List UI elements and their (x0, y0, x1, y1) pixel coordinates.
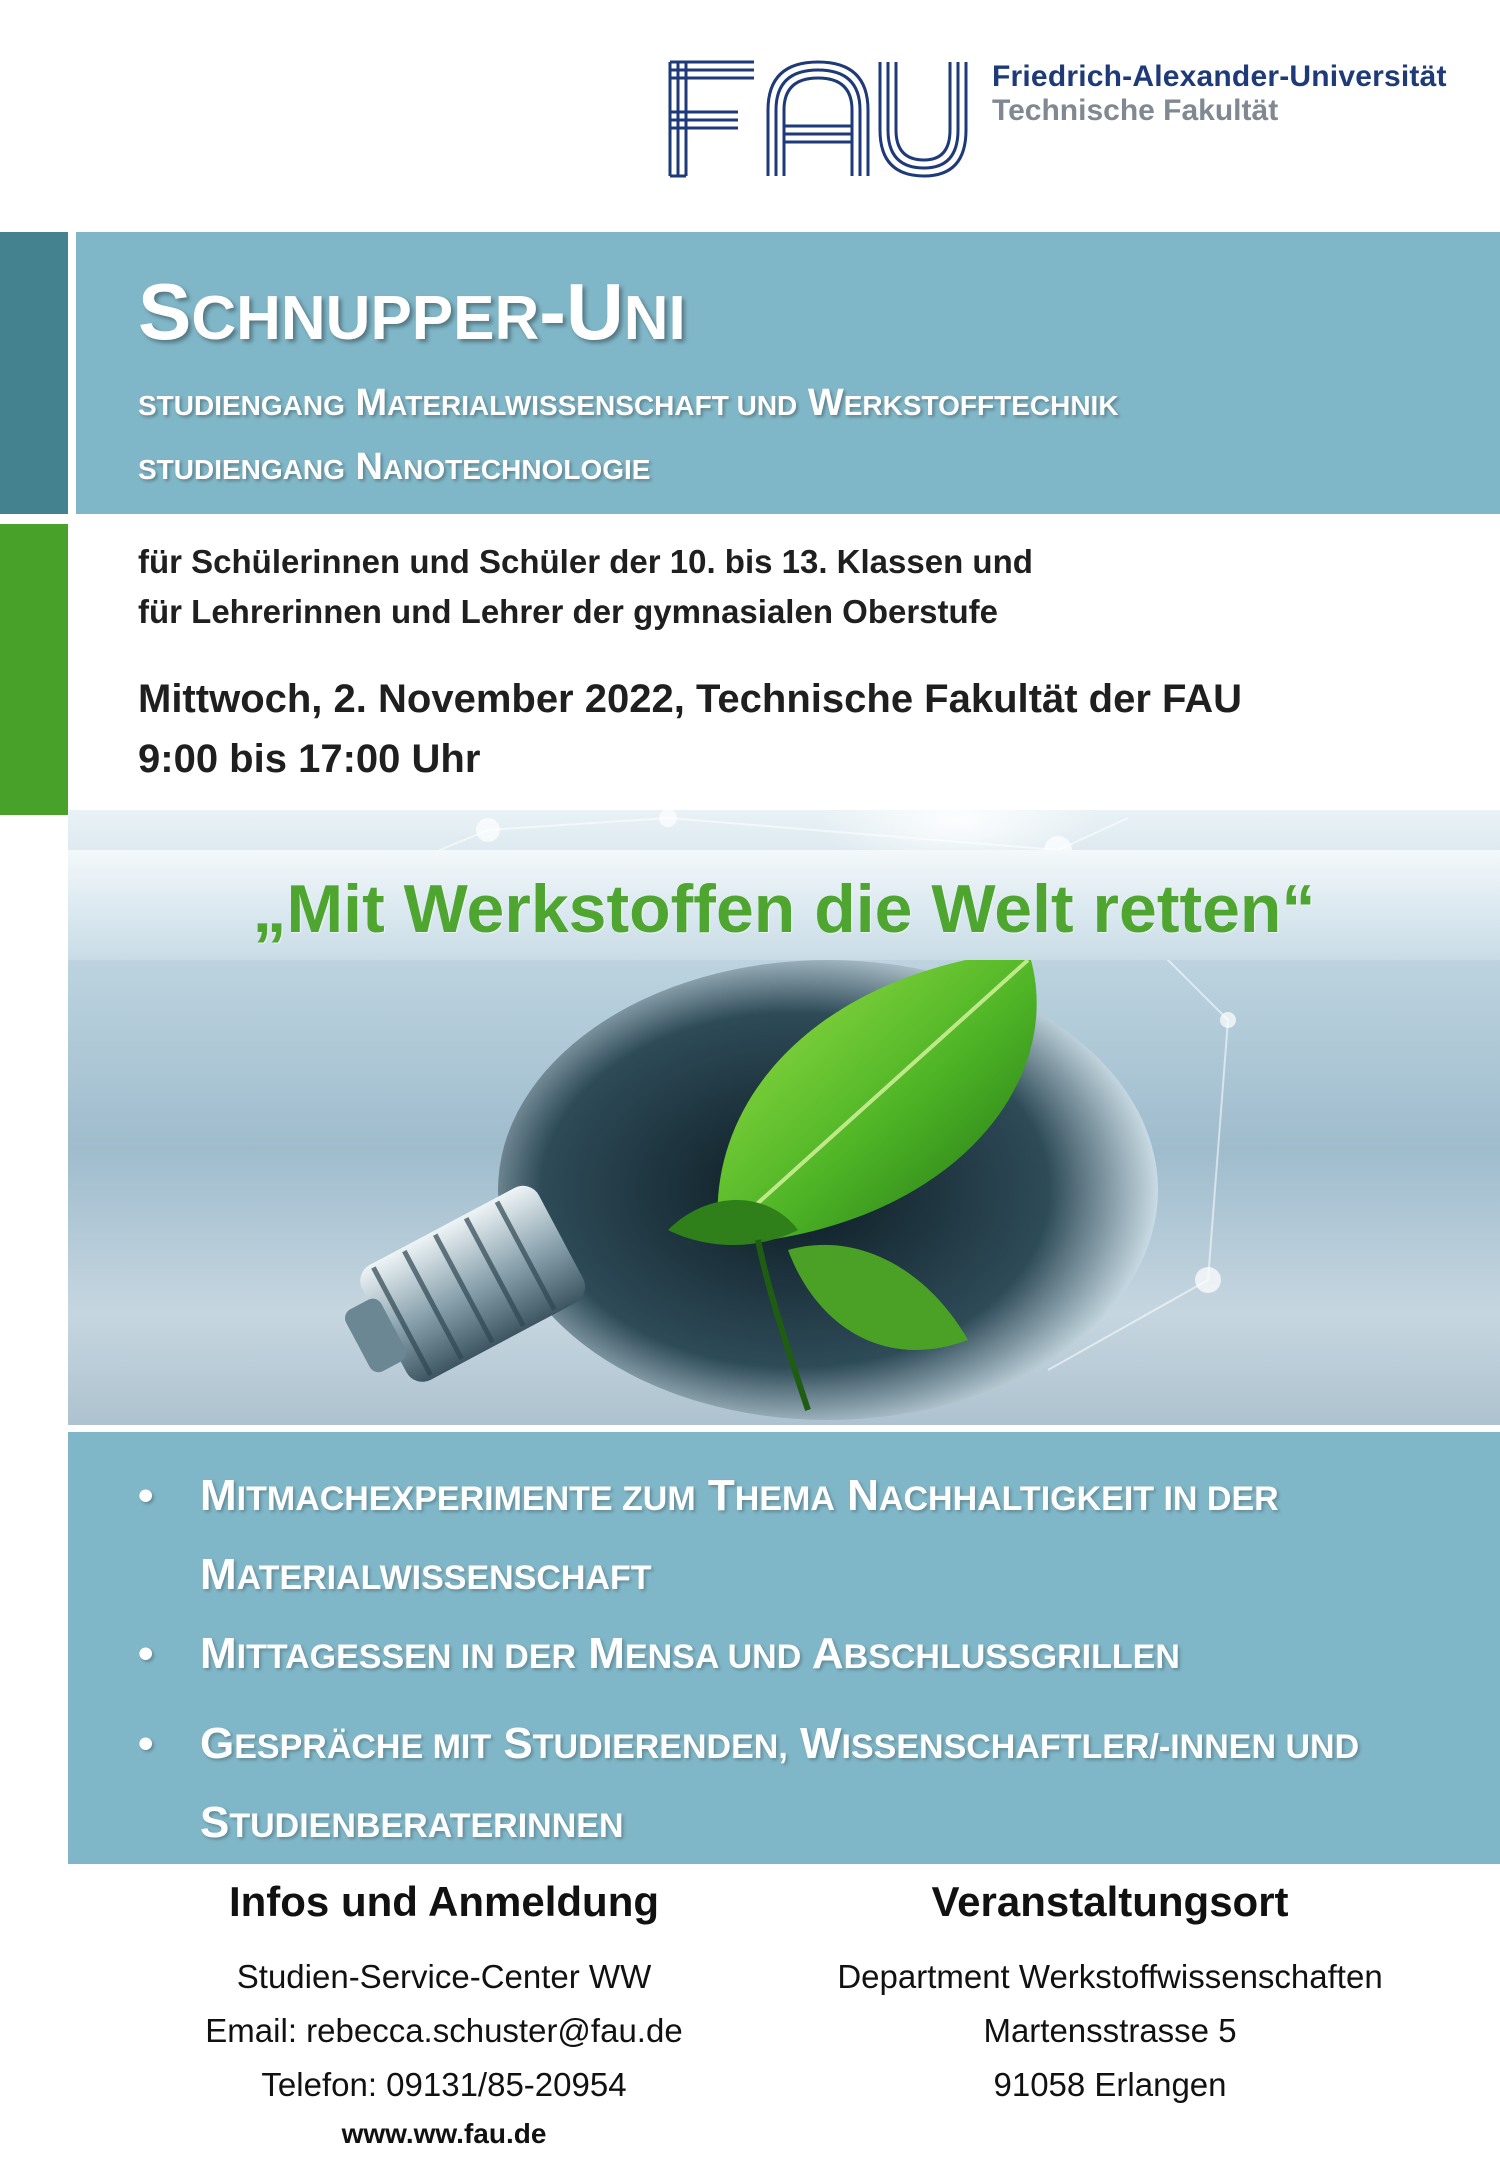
fau-logo (668, 60, 968, 178)
faculty-name: Technische Fakultät (992, 94, 1279, 127)
university-name: Friedrich-Alexander-Universität (992, 60, 1447, 93)
contact-email[interactable]: Email: rebecca.schuster@fau.de (205, 2012, 683, 2049)
contact-phone: Telefon: 09131/85-20954 (261, 2066, 627, 2103)
info-heading: Infos und Anmeldung (228, 1878, 660, 1925)
venue-city: 91058 Erlangen (993, 2066, 1227, 2103)
page-title: SCHNUPPER-UNI (138, 267, 686, 356)
program-materials-science: STUDIENGANG MATERIALWISSENSCHAFT UND WERKSTOFFTECHNIK (138, 382, 1119, 424)
program-nanotechnology: STUDIENGANG NANOTECHNOLOGIE (138, 446, 651, 488)
venue-department: Department Werkstoffwissenschaften (837, 1958, 1383, 1995)
venue-street: Martensstrasse 5 (983, 2012, 1237, 2049)
teal-accent-stripe (0, 232, 68, 514)
audience-line-2: für Lehrerinnen und Lehrer der gymnasialen Oberstufe (138, 593, 999, 630)
bullet-icon: • (138, 1719, 154, 1768)
bullet-icon: • (138, 1471, 154, 1520)
highlight-experiments: • MITMACHEXPERIMENTE ZUM THEMA NACHHALTIGKEIT IN DER MATERIALWISSENSCHAFT (138, 1458, 1458, 1616)
highlight-lunch: • MITTAGESSEN IN DER MENSA UND ABSCHLUSSGRILLEN (138, 1616, 1458, 1695)
website-link[interactable]: www.ww.fau.de (341, 2118, 547, 2149)
event-time: 9:00 bis 17:00 Uhr (138, 737, 481, 781)
leaf-bulb-image (68, 810, 1500, 1425)
slogan: „Mit Werkstoffen die Welt retten“ (252, 871, 1316, 947)
bullet-icon: • (138, 1629, 154, 1678)
green-accent-stripe (0, 524, 68, 815)
highlight-conversations: • GESPRÄCHE MIT STUDIERENDEN, WISSENSCHAFTLER/-INNEN UND STUDIENBERATERINNEN (138, 1706, 1458, 1864)
event-date: Mittwoch, 2. November 2022, Technische Fakultät der FAU (138, 677, 1243, 721)
service-center: Studien-Service-Center WW (236, 1958, 652, 1995)
audience-line-1: für Schülerinnen und Schüler der 10. bis 13. Klassen und (138, 543, 1033, 580)
venue-heading: Veranstaltungsort (931, 1878, 1289, 1925)
